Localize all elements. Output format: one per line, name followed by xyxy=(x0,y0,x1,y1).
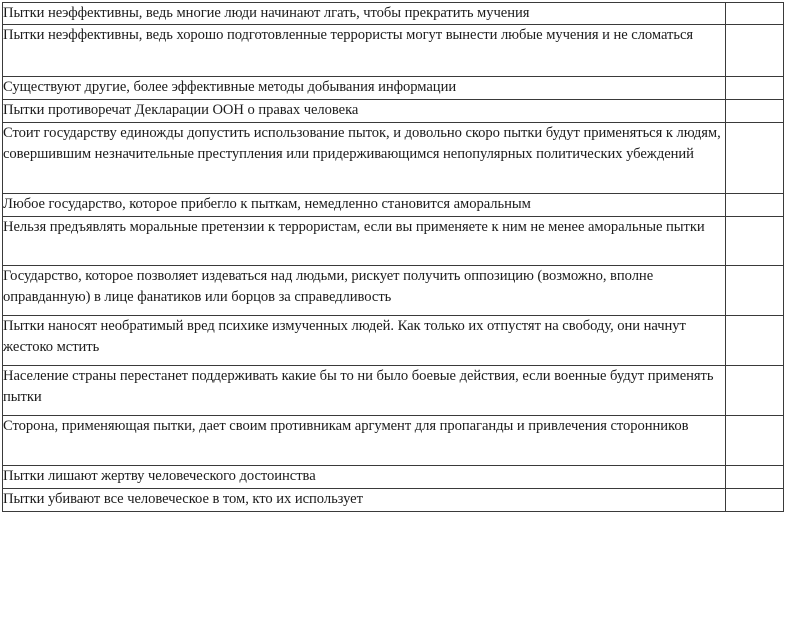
table-row xyxy=(3,366,784,416)
table-row xyxy=(3,217,784,266)
statement-text: Государство, которое позволяет издеваться над людьми, рискует получить оппозицию (возможно, вполне оправданную) в лице фанатиков или борцов за справедливость xyxy=(3,268,654,305)
table-row xyxy=(3,25,784,77)
statement-cell xyxy=(3,466,726,489)
statement-text: Пытки противоречат Декларации ООН о правах человека xyxy=(3,102,359,118)
mark-cell[interactable] xyxy=(726,217,784,266)
mark-cell[interactable] xyxy=(726,416,784,466)
statement-cell xyxy=(3,416,726,466)
mark-cell[interactable] xyxy=(726,3,784,25)
statement-text: Пытки убивают все человеческое в том, кто их использует xyxy=(3,491,363,507)
mark-cell[interactable] xyxy=(726,77,784,100)
mark-cell[interactable] xyxy=(726,489,784,512)
statement-cell xyxy=(3,489,726,512)
statement-text: Нельзя предъявлять моральные претензии к террористам, если вы применяете к ним не менее аморальные пытки xyxy=(3,219,705,235)
mark-cell[interactable] xyxy=(726,100,784,123)
statement-text: Стоит государству единожды допустить использование пыток, и довольно скоро пытки будут применяться к людям, совершившим незначительные преступления или придерживающимся непопулярных политических убеждений xyxy=(3,125,721,162)
arguments-table xyxy=(2,2,784,512)
statement-cell xyxy=(3,194,726,217)
statement-text: Пытки лишают жертву человеческого достоинства xyxy=(3,468,316,484)
statement-text: Сторона, применяющая пытки, дает своим противникам аргумент для пропаганды и привлечения сторонников xyxy=(3,418,689,434)
table-row xyxy=(3,77,784,100)
statement-cell xyxy=(3,123,726,194)
statement-cell xyxy=(3,25,726,77)
table-row xyxy=(3,489,784,512)
table-row xyxy=(3,3,784,25)
table-row xyxy=(3,100,784,123)
table-row xyxy=(3,266,784,316)
mark-cell[interactable] xyxy=(726,466,784,489)
statement-cell xyxy=(3,217,726,266)
statement-cell xyxy=(3,3,726,25)
mark-cell[interactable] xyxy=(726,316,784,366)
statement-cell xyxy=(3,77,726,100)
table-row xyxy=(3,466,784,489)
statement-text: Любое государство, которое прибегло к пыткам, немедленно становится аморальным xyxy=(3,196,531,212)
statement-text: Пытки неэффективны, ведь многие люди начинают лгать, чтобы прекратить мучения xyxy=(3,5,530,21)
statement-text: Население страны перестанет поддерживать какие бы то ни было боевые действия, если военные будут применять пытки xyxy=(3,368,714,405)
mark-cell[interactable] xyxy=(726,25,784,77)
table-row xyxy=(3,194,784,217)
statement-text: Существуют другие, более эффективные методы добывания информации xyxy=(3,79,457,95)
table-row xyxy=(3,123,784,194)
mark-cell[interactable] xyxy=(726,366,784,416)
statement-cell xyxy=(3,100,726,123)
statement-cell xyxy=(3,366,726,416)
mark-cell[interactable] xyxy=(726,123,784,194)
table-row xyxy=(3,416,784,466)
mark-cell[interactable] xyxy=(726,194,784,217)
statement-cell xyxy=(3,266,726,316)
statement-cell xyxy=(3,316,726,366)
mark-cell[interactable] xyxy=(726,266,784,316)
statement-text: Пытки наносят необратимый вред психике измученных людей. Как только их отпустят на свободу, они начнут жестоко мстить xyxy=(3,318,686,355)
arguments-table-body xyxy=(3,3,784,512)
statement-text: Пытки неэффективны, ведь хорошо подготовленные террористы могут вынести любые мучения и не сломаться xyxy=(3,27,694,43)
table-row xyxy=(3,316,784,366)
